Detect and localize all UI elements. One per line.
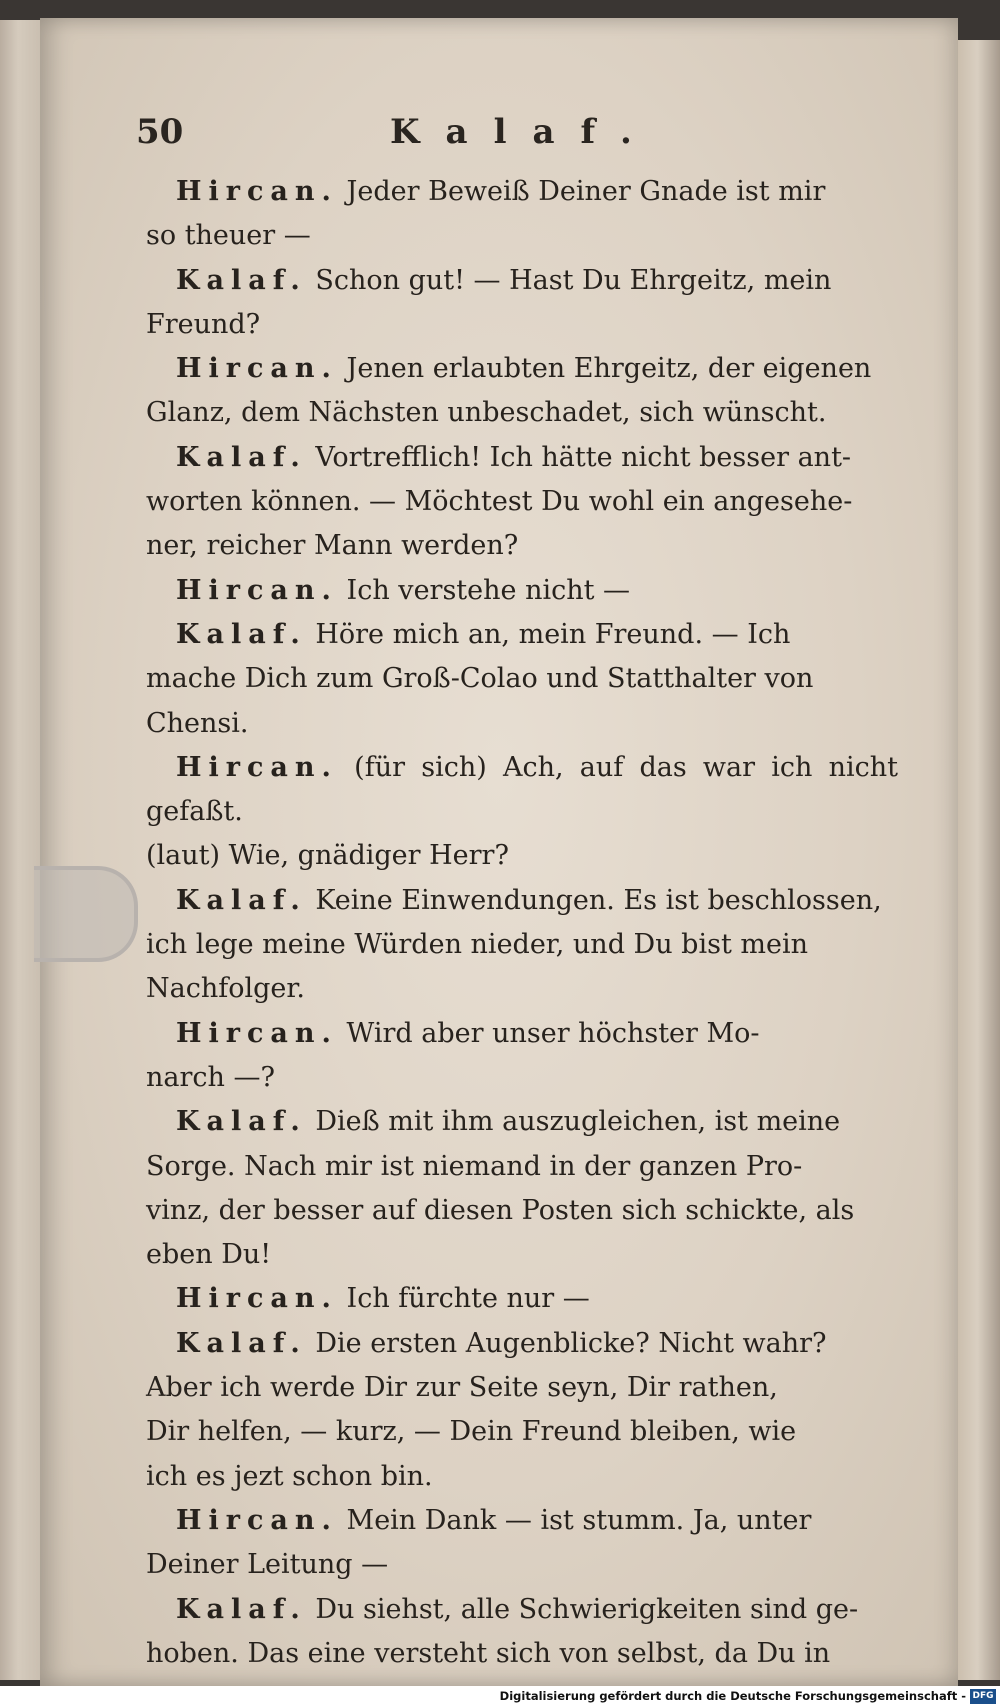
line-text: Dir helfen, — kurz, — Dein Freund bleiben, wie xyxy=(146,1416,797,1448)
line-text: ich lege meine Würden nieder, und Du bist mein xyxy=(146,929,808,961)
line-text: narch —? xyxy=(146,1061,275,1093)
left-page-edge xyxy=(0,20,45,1680)
speaker-name: Kalaf. xyxy=(176,1593,307,1625)
line-text: worten können. — Möchtest Du wohl ein angesehe- xyxy=(146,486,853,518)
text-line xyxy=(146,1455,898,1499)
line-text: Du siehst, alle Schwierigkeiten sind ge- xyxy=(306,1593,859,1625)
text-line xyxy=(146,1366,898,1410)
line-text: Chensi. xyxy=(146,707,249,739)
text-line xyxy=(146,1056,898,1100)
line-text: Freund? xyxy=(146,308,261,340)
text-line xyxy=(146,879,898,923)
text-line xyxy=(146,1189,898,1233)
line-text: (für sich) Ach, auf das war ich nicht gefaßt. xyxy=(146,751,898,828)
footer-bar xyxy=(0,1686,1000,1708)
speaker-name: Kalaf. xyxy=(176,264,307,296)
line-text: Keine Einwendungen. Es ist beschlossen, xyxy=(306,884,882,916)
line-text: Höre mich an, mein Freund. — Ich xyxy=(306,618,791,650)
text-line xyxy=(146,214,898,258)
text-line xyxy=(146,1277,898,1321)
line-text: ner, reicher Mann werden? xyxy=(146,530,519,562)
speaker-name: Kalaf. xyxy=(176,618,307,650)
text-line xyxy=(146,746,898,835)
running-title: Kalaf. xyxy=(390,112,658,152)
text-line xyxy=(146,613,898,657)
line-text: Vortrefflich! Ich hätte nicht besser ant- xyxy=(306,441,852,473)
line-text: ich es jezt schon bin. xyxy=(146,1460,433,1492)
line-text: so theuer — xyxy=(146,220,311,252)
text-line xyxy=(146,391,898,435)
line-text: Nachfolger. xyxy=(146,973,305,1005)
speaker-name: Kalaf. xyxy=(176,884,307,916)
page-number: 50 xyxy=(136,112,184,152)
speaker-name: Hircan. xyxy=(176,751,338,783)
text-line xyxy=(146,259,898,303)
text-line xyxy=(146,347,898,391)
line-text: Wird aber unser höchster Mo- xyxy=(337,1017,760,1049)
line-text: Jeder Beweiß Deiner Gnade ist mir xyxy=(337,176,826,207)
text-line xyxy=(146,170,898,214)
line-text: Jenen erlaubten Ehrgeitz, der eigenen xyxy=(337,353,872,385)
text-line xyxy=(146,923,898,967)
text-line xyxy=(146,834,898,878)
text-line xyxy=(146,1499,898,1543)
text-line xyxy=(146,1233,898,1277)
line-text: hoben. Das eine versteht sich von selbst, da Du in xyxy=(146,1637,831,1669)
line-text: Ich fürchte nur — xyxy=(337,1283,590,1315)
speaker-name: Hircan. xyxy=(176,176,338,207)
line-text: Die ersten Augenblicke? Nicht wahr? xyxy=(306,1327,827,1359)
text-line xyxy=(146,967,898,1011)
speaker-name: Kalaf. xyxy=(176,1327,307,1359)
dfg-logo-icon: DFG xyxy=(970,1689,996,1704)
line-text: Schon gut! — Hast Du Ehrgeitz, mein xyxy=(306,264,832,296)
text-line xyxy=(146,1012,898,1056)
speaker-name: Kalaf. xyxy=(176,441,307,473)
text-line xyxy=(146,657,898,701)
body-text xyxy=(146,170,898,1676)
digitization-credit: Digitalisierung gefördert durch die Deutsche Forschungsgemeinschaft - xyxy=(499,1689,966,1703)
speaker-name: Hircan. xyxy=(176,1283,338,1315)
text-line xyxy=(146,1410,898,1454)
line-text: vinz, der besser auf diesen Posten sich schickte, als xyxy=(146,1194,855,1226)
line-text: (laut) Wie, gnädiger Herr? xyxy=(146,840,509,872)
text-line xyxy=(146,1588,898,1632)
line-text: Mein Dank — ist stumm. Ja, unter xyxy=(337,1504,812,1536)
line-text: Deiner Leitung — xyxy=(146,1549,389,1581)
line-text: Ich verstehe nicht — xyxy=(337,574,631,606)
text-line xyxy=(146,569,898,613)
speaker-name: Hircan. xyxy=(176,1017,338,1049)
text-line xyxy=(146,1543,898,1587)
text-line xyxy=(146,303,898,347)
page-header xyxy=(100,112,900,162)
line-text: Dieß mit ihm auszugleichen, ist meine xyxy=(306,1106,841,1138)
speaker-name: Kalaf. xyxy=(176,1106,307,1138)
text-line xyxy=(146,702,898,746)
line-text: Glanz, dem Nächsten unbeschadet, sich wünscht. xyxy=(146,397,827,429)
right-page-edge xyxy=(955,40,1000,1680)
bookmark-tab xyxy=(34,866,138,962)
speaker-name: Hircan. xyxy=(176,574,338,606)
speaker-name: Hircan. xyxy=(176,353,338,385)
speaker-name: Hircan. xyxy=(176,1504,338,1536)
text-line xyxy=(146,524,898,568)
line-text: mache Dich zum Groß-Colao und Statthalter von xyxy=(146,663,814,695)
text-line xyxy=(146,1145,898,1189)
text-line xyxy=(146,480,898,524)
line-text: eben Du! xyxy=(146,1239,272,1271)
text-line xyxy=(146,436,898,480)
text-line xyxy=(146,1100,898,1144)
text-line xyxy=(146,1322,898,1366)
text-line xyxy=(146,1632,898,1676)
line-text: Sorge. Nach mir ist niemand in der ganzen Pro- xyxy=(146,1150,803,1182)
line-text: Aber ich werde Dir zur Seite seyn, Dir rathen, xyxy=(146,1372,778,1404)
